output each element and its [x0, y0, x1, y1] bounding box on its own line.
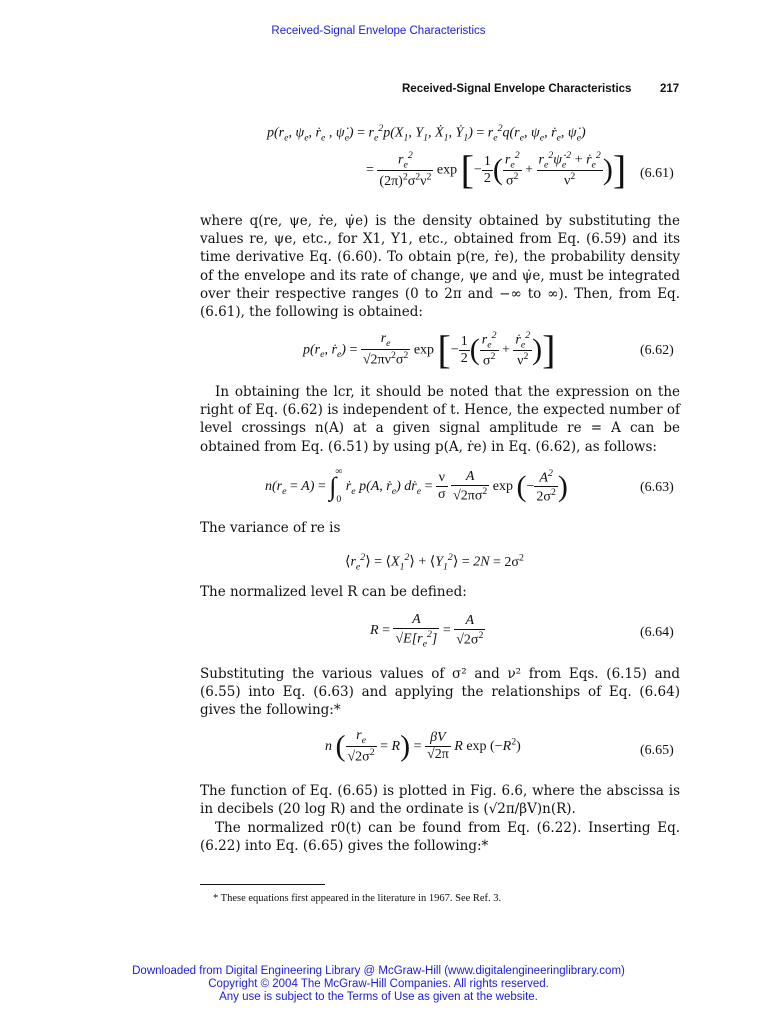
page-number: 217 [660, 83, 680, 95]
footnote-rule [200, 884, 325, 885]
equation-6-65: n ( $\frac{r_e}{√2\sigma^2}$ = R) = $\frac{\beta V}{√2\pi}$ R $\exp (-R^2)$ [325, 728, 521, 765]
top-banner-link[interactable]: Received-Signal Envelope Characteristics [271, 25, 486, 37]
paragraph-2: In obtaining the lcr, it should be noted that the expression on the right of Eq. (6.62) is independent of t. Hence, the expected number of level crossings n(A) at a given signal amplitude re = A can be obtained from Eq. (6.51) by using p(A, ṙe) in Eq. (6.62), as follows: [200, 384, 680, 455]
equation-6-62: $p(r_e$, ṙ$_e$) = $\frac{r_e}{√2\pi\nu^2\sigma^2}$ exp [− $\frac{1}{2}$ ( $\frac{r_e^2}{\sigma^2}$ + $\frac{ṙ_e^2}{\nu^2}$ )] [303, 327, 556, 373]
equation-number-6-62: (6.62) [640, 343, 674, 358]
equation-number-6-65: (6.65) [640, 743, 674, 758]
running-head: Received-Signal Envelope Characteristics [402, 83, 632, 95]
equation-6-63: $n(r_e = A) = \int_0^\infty$ ṙ$_e$ p(A, ṙ$_e$) dṙ$_e$ = $\frac{\nu}{\sigma}$ $\frac{A}{√2\pi\sigma^2}$ exp (− $\frac{A^2}{2\sigma^2}$ ) [265, 466, 568, 505]
equation-number-6-63: (6.63) [640, 480, 674, 495]
footer-download-link[interactable]: Downloaded from Digital Engineering Library @ McGraw-Hill (www.digitalengineeringlibrary.com) [132, 965, 625, 977]
equation-variance: $⟨r_e^2⟩$ = $⟨X_1^2⟩$ + $⟨Y_1^2⟩ = 2N = 2\sigma^2$ [345, 552, 524, 573]
paragraph-5: Substituting the various values of σ² and ν² from Eqs. (6.15) and (6.55) into Eq. (6.63) and applying the relationships of Eq. (6.64) gives the following:* [200, 666, 680, 719]
equation-6-61-line2: = $\frac{r_e^2}{(2\pi)^2\sigma^2\nu^2}$ exp [− $\frac{1}{2}$ ( $\frac{r_e^2}{\sigma^2}$ + $\frac{r_e^2\psi̇_e^2 + ṙ_e^2}{\nu^2}$ )] [366, 147, 627, 193]
equation-number-6-61: (6.61) [640, 166, 674, 181]
paragraph-4: The normalized level R can be defined: [200, 584, 467, 600]
footnote: * These equations first appeared in the literature in 1967. See Ref. 3. [213, 893, 502, 904]
equation-6-61-line1: $p(r_e$, $\psi_e$, ṙ$_e$ , $\psi̇_e) = r_e^2p(X_1$, $Y_1$, Ẋ$_1$, Ẏ$_1$) = $r_e^2q(r_e$, $\psi_e$, ṙ$_e$, $\psi̇_e$) [267, 123, 586, 144]
footer-copyright: Copyright © 2004 The McGraw-Hill Companies. All rights reserved. [208, 978, 549, 990]
footer-terms-link[interactable]: Any use is subject to the Terms of Use as given at the website. [219, 991, 538, 1003]
paragraph-6: The function of Eq. (6.65) is plotted in Fig. 6.6, where the abscissa is in decibels (20 log R) and the ordinate is (√2π/βV)n(R). [200, 783, 680, 818]
paragraph-7: The normalized r0(t) can be found from Eq. (6.22). Inserting Eq. (6.22) into Eq. (6.65) gives the following:* [200, 820, 680, 855]
equation-number-6-64: (6.64) [640, 625, 674, 640]
paragraph-3: The variance of re is [200, 520, 341, 536]
equation-6-64: R = $\frac{A}{√E[r_e^2]}$ = $\frac{A}{√2\sigma^2}$ [370, 612, 484, 650]
paragraph-1: where q(re, ψe, ṙe, ψ̇e) is the density obtained by substituting the values re, ψe, etc., for X1, Y1, etc., obtained from Eq. (6.59) and its time derivative Eq. (6.60). To obtain p(re, ṙe), the probability density of the envelope and its rate of change, ψe and ψ̇e, must be integrated over their respective ranges (0 to 2π and −∞ to ∞). Then, from Eq. (6.61), the following is obtained: [200, 213, 680, 321]
